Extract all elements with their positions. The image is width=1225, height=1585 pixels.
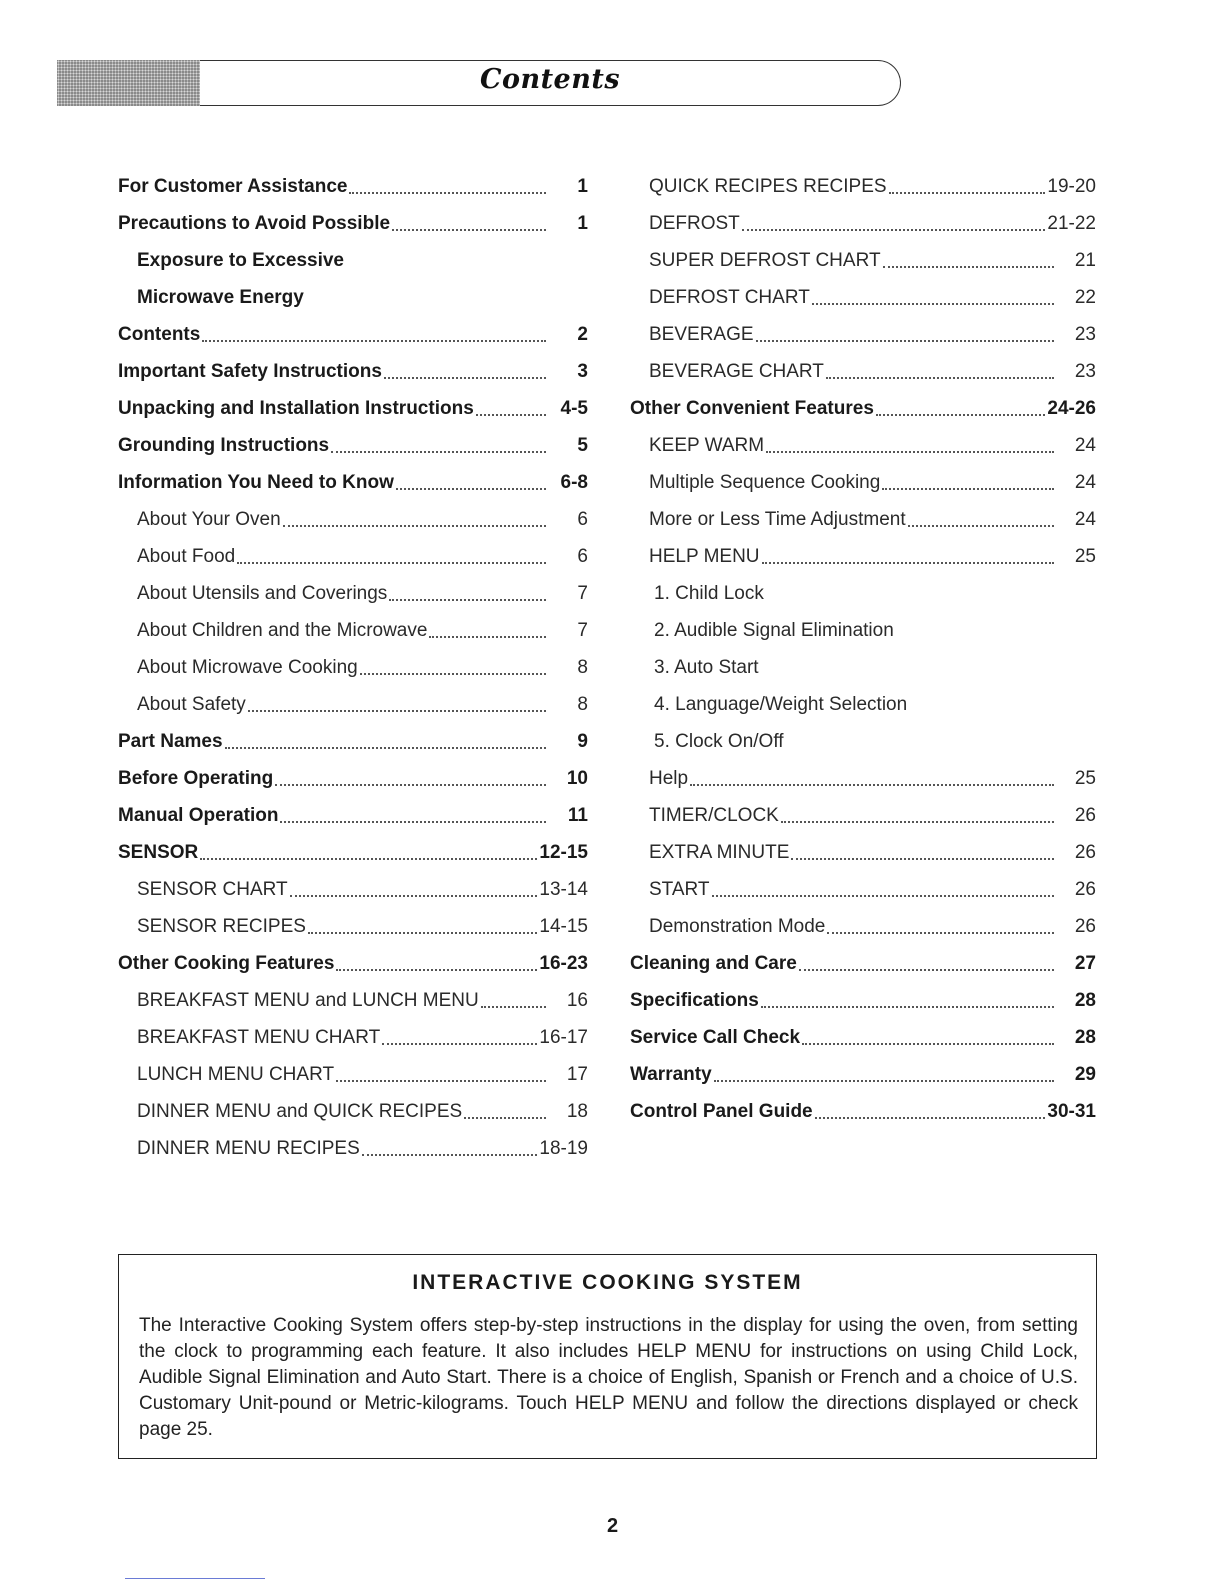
toc-entry-label: About Food [137, 546, 236, 567]
toc-entry-page: 24 [1074, 509, 1096, 530]
toc-entry [118, 945, 588, 982]
toc-entry-label: Cleaning and Care [630, 953, 797, 974]
box-title: INTERACTIVE COOKING SYSTEM [412, 1271, 803, 1294]
toc-entry [630, 279, 1096, 316]
toc-leader-dots [283, 525, 546, 527]
toc-entry-label: About Safety [137, 694, 246, 715]
toc-leader-dots [336, 1080, 546, 1082]
toc-entry-page: 18-19 [539, 1138, 588, 1159]
toc-entry-label: SUPER DEFROST CHART [649, 250, 881, 271]
toc-entry-label: 1. Child Lock [654, 583, 764, 604]
toc-entry-page: 9 [577, 731, 588, 752]
toc-leader-dots [290, 895, 538, 897]
toc-left-column [118, 168, 588, 1167]
toc-entry-page: 10 [566, 768, 588, 789]
toc-entry [118, 871, 588, 908]
toc-entry-page: 21-22 [1047, 213, 1096, 234]
toc-entry-page: 16-23 [539, 953, 588, 974]
toc-entry-page: 26 [1074, 916, 1096, 937]
toc-leader-dots [815, 1117, 1046, 1119]
toc-leader-dots [802, 1043, 1054, 1045]
toc-entry-page: 1 [577, 176, 588, 197]
toc-entry-label: EXTRA MINUTE [649, 842, 790, 863]
toc-entry-page: 25 [1074, 546, 1096, 567]
toc-entry-page: 12-15 [539, 842, 588, 863]
toc-leader-dots [200, 858, 537, 860]
toc-entry [118, 538, 588, 575]
toc-entry-label: 2. Audible Signal Elimination [654, 620, 894, 641]
toc-entry-page: 14-15 [539, 916, 588, 937]
toc-entry [630, 982, 1096, 1019]
toc-leader-dots [481, 1006, 546, 1008]
toc-entry-label: Information You Need to Know [118, 472, 394, 493]
toc-entry-label: Part Names [118, 731, 223, 752]
toc-entry-label: DEFROST CHART [649, 287, 810, 308]
toc-entry [630, 205, 1096, 242]
toc-entry-label: Specifications [630, 990, 759, 1011]
toc-leader-dots [396, 488, 546, 490]
toc-entry [118, 316, 588, 353]
toc-entry-label: HELP MENU [649, 546, 760, 567]
toc-entry [630, 612, 1096, 649]
toc-leader-dots [712, 895, 1054, 897]
toc-entry [630, 538, 1096, 575]
toc-entry [118, 686, 588, 723]
toc-leader-dots [382, 1043, 537, 1045]
toc-entry [630, 353, 1096, 390]
toc-entry-label: Other Convenient Features [630, 398, 874, 419]
toc-entry [118, 612, 588, 649]
scan-artifact-line [125, 1578, 265, 1579]
toc-entry [630, 760, 1096, 797]
toc-entry [118, 1056, 588, 1093]
toc-entry-page: 6 [577, 546, 588, 567]
toc-leader-dots [384, 377, 546, 379]
toc-entry-page: 26 [1074, 805, 1096, 826]
toc-leader-dots [360, 673, 546, 675]
toc-leader-dots [429, 636, 546, 638]
toc-entry [630, 649, 1096, 686]
toc-leader-dots [781, 821, 1054, 823]
toc-entry-label: DEFROST [649, 213, 740, 234]
toc-entry-page: 16 [566, 990, 588, 1011]
toc-entry [118, 760, 588, 797]
toc-entry [630, 871, 1096, 908]
toc-leader-dots [280, 821, 546, 823]
toc-entry-page: 1 [577, 213, 588, 234]
toc-entry [630, 168, 1096, 205]
toc-entry-page: 23 [1074, 361, 1096, 382]
toc-entry-label: BEVERAGE [649, 324, 754, 345]
toc-entry-label: DINNER MENU and QUICK RECIPES [137, 1101, 463, 1122]
toc-leader-dots [812, 303, 1054, 305]
toc-leader-dots [766, 451, 1054, 453]
toc-entry-label: For Customer Assistance [118, 176, 348, 197]
toc-entry-label: BEVERAGE CHART [649, 361, 824, 382]
toc-entry-page: 7 [577, 620, 588, 641]
toc-leader-dots [761, 1006, 1054, 1008]
toc-leader-dots [827, 932, 1054, 934]
toc-entry-page: 19-20 [1047, 176, 1096, 197]
toc-entry [630, 1019, 1096, 1056]
toc-entry-page: 27 [1074, 953, 1096, 974]
toc-entry-page: 2 [577, 324, 588, 345]
toc-leader-dots [308, 932, 537, 934]
toc-entry [118, 723, 588, 760]
toc-entry-label: About Your Oven [137, 509, 281, 530]
toc-entry-page: 24-26 [1047, 398, 1096, 419]
toc-entry-page: 29 [1074, 1064, 1096, 1085]
toc-entry-page: 3 [577, 361, 588, 382]
toc-entry [118, 279, 588, 316]
toc-entry-label: Manual Operation [118, 805, 279, 826]
toc-entry-label: START [649, 879, 710, 900]
toc-entry-page: 21 [1074, 250, 1096, 271]
toc-entry [630, 1093, 1096, 1130]
toc-entry-label: BREAKFAST MENU and LUNCH MENU [137, 990, 479, 1011]
toc-leader-dots [237, 562, 546, 564]
toc-leader-dots [690, 784, 1054, 786]
toc-entry-label: Warranty [630, 1064, 712, 1085]
toc-leader-dots [742, 229, 1046, 231]
toc-entry-page: 7 [577, 583, 588, 604]
toc-entry [118, 1093, 588, 1130]
toc-entry [630, 723, 1096, 760]
toc-entry [118, 427, 588, 464]
toc-entry-label: QUICK RECIPES RECIPES [649, 176, 887, 197]
toc-entry-page: 30-31 [1047, 1101, 1096, 1122]
toc-entry [118, 908, 588, 945]
toc-entry-label: LUNCH MENU CHART [137, 1064, 335, 1085]
toc-entry-page: 8 [577, 694, 588, 715]
toc-leader-dots [362, 1154, 538, 1156]
toc-leader-dots [389, 599, 546, 601]
interactive-cooking-box [118, 1254, 1097, 1459]
page-number: 2 [606, 1515, 619, 1537]
toc-entry [630, 316, 1096, 353]
toc-entry [630, 390, 1096, 427]
toc-entry-label: Contents [118, 324, 201, 345]
toc-entry-label: 5. Clock On/Off [654, 731, 784, 752]
toc-entry [118, 168, 588, 205]
toc-entry-label: BREAKFAST MENU CHART [137, 1027, 381, 1048]
toc-leader-dots [349, 192, 546, 194]
toc-entry [118, 353, 588, 390]
toc-entry-page: 28 [1074, 1027, 1096, 1048]
toc-entry [630, 945, 1096, 982]
toc-entry-label: Important Safety Instructions [118, 361, 382, 382]
toc-right-column [630, 168, 1096, 1130]
toc-entry-page: 17 [566, 1064, 588, 1085]
toc-leader-dots [392, 229, 546, 231]
toc-entry-label: SENSOR RECIPES [137, 916, 306, 937]
toc-entry-page: 23 [1074, 324, 1096, 345]
toc-entry-label: Help [649, 768, 689, 789]
toc-entry-label: Microwave Energy [137, 287, 304, 308]
toc-entry-label: Other Cooking Features [118, 953, 335, 974]
toc-entry [118, 464, 588, 501]
toc-entry-label: SENSOR [118, 842, 199, 863]
toc-entry [630, 242, 1096, 279]
toc-entry-label: 4. Language/Weight Selection [654, 694, 908, 715]
toc-entry [630, 797, 1096, 834]
toc-leader-dots [202, 340, 546, 342]
header-shade-block [57, 60, 200, 106]
toc-entry-label: About Children and the Microwave [137, 620, 428, 641]
toc-entry-label: Before Operating [118, 768, 274, 789]
toc-entry [630, 686, 1096, 723]
toc-entry-label: Demonstration Mode [649, 916, 826, 937]
toc-leader-dots [889, 192, 1046, 194]
toc-entry [118, 242, 588, 279]
toc-entry-page: 6-8 [560, 472, 588, 493]
toc-entry-label: About Microwave Cooking [137, 657, 358, 678]
toc-entry-label: Exposure to Excessive [137, 250, 344, 271]
toc-entry-page: 13-14 [539, 879, 588, 900]
toc-entry-page: 28 [1074, 990, 1096, 1011]
toc-leader-dots [791, 858, 1054, 860]
toc-leader-dots [331, 451, 546, 453]
toc-entry-page: 8 [577, 657, 588, 678]
toc-entry-label: About Utensils and Coverings [137, 583, 388, 604]
toc-leader-dots [225, 747, 546, 749]
toc-leader-dots [336, 969, 537, 971]
toc-entry-label: Precautions to Avoid Possible [118, 213, 391, 234]
toc-entry-page: 6 [577, 509, 588, 530]
toc-entry-page: 4-5 [560, 398, 588, 419]
toc-entry [118, 390, 588, 427]
toc-entry-page: 16-17 [539, 1027, 588, 1048]
toc-leader-dots [876, 414, 1046, 416]
toc-entry-page: 11 [567, 805, 588, 826]
toc-entry [118, 834, 588, 871]
toc-entry [630, 575, 1096, 612]
toc-entry [118, 982, 588, 1019]
toc-entry-label: TIMER/CLOCK [649, 805, 779, 826]
toc-leader-dots [248, 710, 546, 712]
toc-entry-page: 5 [577, 435, 588, 456]
toc-leader-dots [908, 525, 1054, 527]
toc-entry-label: Unpacking and Installation Instructions [118, 398, 474, 419]
toc-leader-dots [882, 488, 1054, 490]
toc-leader-dots [714, 1080, 1054, 1082]
toc-entry [118, 649, 588, 686]
toc-entry-page: 26 [1074, 842, 1096, 863]
toc-leader-dots [762, 562, 1054, 564]
toc-entry-label: Service Call Check [630, 1027, 801, 1048]
toc-leader-dots [464, 1117, 546, 1119]
toc-entry-label: DINNER MENU RECIPES [137, 1138, 360, 1159]
toc-entry-label: KEEP WARM [649, 435, 765, 456]
toc-entry-label: Multiple Sequence Cooking [649, 472, 881, 493]
box-body: The Interactive Cooking System offers step-by-step instructions in the display for using the oven, from setting the clock to programming each feature. It also includes HELP MENU for instructions on using Child Lock, Audible Signal Elimination and Auto Start. There is a choice of English, Spanish or French and a choice of U.S. Customary Unit-pound or Metric-kilograms. Touch HELP MENU and follow the directions displayed or check page 25. [139, 1315, 1078, 1440]
toc-entry [118, 575, 588, 612]
toc-entry-label: Control Panel Guide [630, 1101, 813, 1122]
toc-entry [118, 205, 588, 242]
toc-entry-page: 22 [1074, 287, 1096, 308]
toc-leader-dots [756, 340, 1054, 342]
toc-entry [630, 1056, 1096, 1093]
toc-entry [630, 501, 1096, 538]
toc-entry [630, 834, 1096, 871]
toc-leader-dots [476, 414, 546, 416]
toc-entry-label: 3. Auto Start [654, 657, 759, 678]
toc-entry-page: 24 [1074, 472, 1096, 493]
toc-entry-label: Grounding Instructions [118, 435, 330, 456]
toc-entry-label: More or Less Time Adjustment [649, 509, 906, 530]
toc-leader-dots [799, 969, 1054, 971]
toc-entry-page: 18 [566, 1101, 588, 1122]
toc-entry-page: 26 [1074, 879, 1096, 900]
page-title: Contents [479, 64, 621, 95]
toc-leader-dots [275, 784, 546, 786]
toc-entry [630, 464, 1096, 501]
toc-entry [118, 1019, 588, 1056]
toc-entry [630, 427, 1096, 464]
toc-entry-label: SENSOR CHART [137, 879, 288, 900]
toc-entry [118, 797, 588, 834]
toc-leader-dots [826, 377, 1054, 379]
toc-entry [118, 1130, 588, 1167]
toc-entry [630, 908, 1096, 945]
toc-entry-page: 25 [1074, 768, 1096, 789]
toc-leader-dots [883, 266, 1054, 268]
contents-header [57, 60, 905, 106]
toc-entry [118, 501, 588, 538]
toc-entry-page: 24 [1074, 435, 1096, 456]
